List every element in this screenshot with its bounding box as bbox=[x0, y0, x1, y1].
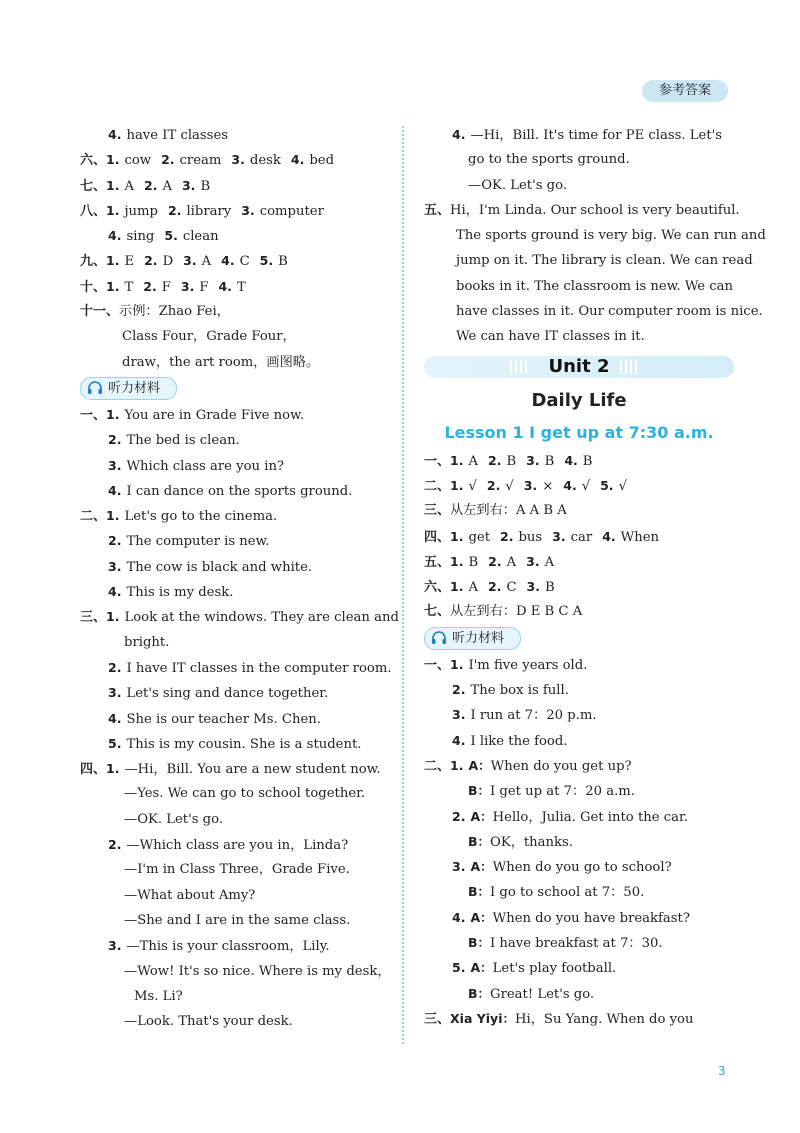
dialog-line: 四、1. —Hi，Bill. You are a new student now. bbox=[80, 761, 381, 778]
transcript-3-item: 3. Let's sing and dance together. bbox=[108, 685, 329, 702]
answer-line: 五、1. B 2. A 3. A bbox=[424, 553, 555, 570]
dialog-line: —Yes. We can go to school together. bbox=[124, 786, 366, 802]
dialog-line: —OK. Let's go. bbox=[468, 177, 568, 193]
section-11-line-3: draw，the art room，画图略。 bbox=[122, 354, 320, 370]
dialog-line: 3. —This is your classroom，Lily. bbox=[108, 938, 330, 955]
answer-line: 三、从左到右：A A B A bbox=[424, 503, 567, 519]
section-7-answers: 七、1. A 2. A 3. B bbox=[80, 177, 211, 194]
dialog-b-line: B：I get up at 7：20 a.m. bbox=[468, 783, 635, 800]
answer-key-badge: 参考答案 bbox=[642, 80, 728, 102]
dialog-a-line: 5. A：Let's play football. bbox=[452, 960, 617, 977]
unit-banner bbox=[424, 356, 734, 378]
transcript-2-item: 二、1. Let's go to the cinema. bbox=[80, 508, 278, 525]
dialog-line: 三、Xia Yiyi：Hi，Su Yang. When do you bbox=[424, 1010, 694, 1027]
transcript-3-item: 5. This is my cousin. She is a student. bbox=[108, 735, 362, 752]
dialog-line: —OK. Let's go. bbox=[124, 811, 224, 827]
transcript-2-item: 4. This is my desk. bbox=[108, 584, 234, 601]
left-column bbox=[80, 122, 399, 1034]
answer-line: 六、1. A 2. C 3. B bbox=[424, 579, 555, 596]
transcript-1-item: 4. I can dance on the sports ground. bbox=[108, 482, 353, 499]
passage-line: The sports ground is very big. We can run and bbox=[456, 228, 766, 244]
dialog-line: —She and I are in the same class. bbox=[124, 912, 351, 928]
dialog-b-line: B：I go to school at 7：50. bbox=[468, 884, 645, 901]
dialog-a-line: 4. A：When do you have breakfast? bbox=[452, 909, 690, 926]
unit-title: Unit 2 bbox=[548, 355, 610, 377]
headphones-icon bbox=[87, 381, 103, 395]
dialog-b-line: B：I have breakfast at 7：30. bbox=[468, 935, 663, 952]
lesson-title: Lesson 1 I get up at 7:30 a.m. bbox=[444, 422, 714, 442]
transcript-item: 2. The box is full. bbox=[452, 682, 569, 699]
transcript-1-item: 2. The bed is clean. bbox=[108, 432, 240, 449]
dialog-line: —Look. That's your desk. bbox=[124, 1014, 293, 1030]
listening-material-tag: 听力材料 bbox=[80, 377, 177, 400]
transcript-3-item: 4. She is our teacher Ms. Chen. bbox=[108, 710, 321, 727]
passage-line: books in it. The classroom is new. We can bbox=[456, 278, 734, 294]
section-8-answers-cont: 4. sing 5. clean bbox=[108, 228, 219, 245]
transcript-item: 一、1. I'm five years old. bbox=[424, 656, 588, 673]
passage-line: 五、Hi，I'm Linda. Our school is very beautiful. bbox=[424, 202, 740, 218]
answer-line: 七、从左到右：D E B C A bbox=[424, 604, 583, 620]
listening-material-tag: 听力材料 bbox=[424, 627, 521, 650]
answer-line: 二、1. √ 2. √ 3. × 4. √ 5. √ bbox=[424, 477, 627, 494]
dialog-line: —What about Amy? bbox=[124, 887, 256, 903]
transcript-3-item-cont: bright. bbox=[124, 634, 170, 650]
transcript-item: 4. I like the food. bbox=[452, 732, 568, 749]
dialog-line: 4. —Hi，Bill. It's time for PE class. Let's bbox=[452, 127, 723, 143]
dialog-line: 2. —Which class are you in，Linda? bbox=[108, 837, 349, 854]
section-10-answers: 十、1. T 2. F 3. F 4. T bbox=[80, 278, 246, 295]
right-column bbox=[424, 122, 766, 1031]
passage-line: have classes in it. Our computer room is nice. bbox=[456, 304, 763, 320]
transcript-3-item: 2. I have IT classes in the computer room. bbox=[108, 659, 392, 676]
transcript-1-item: 3. Which class are you in? bbox=[108, 457, 285, 474]
section-6-answers: 六、1. cow 2. cream 3. desk 4. bed bbox=[80, 152, 335, 169]
headphones-icon bbox=[431, 631, 447, 645]
section-9-answers: 九、1. E 2. D 3. A 4. C 5. B bbox=[80, 253, 288, 270]
transcript-2-item: 2. The computer is new. bbox=[108, 533, 270, 550]
dialog-a-line: 2. A：Hello，Julia. Get into the car. bbox=[452, 808, 689, 825]
passage-line: jump on it. The library is clean. We can read bbox=[456, 253, 753, 269]
dialog-line: —I'm in Class Three，Grade Five. bbox=[124, 862, 350, 878]
transcript-2-item: 3. The cow is black and white. bbox=[108, 558, 313, 575]
answer-line: 一、1. A 2. B 3. B 4. B bbox=[424, 452, 593, 469]
section-11-answer: 十一、示例：Zhao Fei， bbox=[80, 304, 230, 320]
dialog-a-line: 二、1. A：When do you get up? bbox=[424, 757, 632, 774]
column-divider bbox=[402, 126, 404, 1044]
section-11-line-2: Class Four，Grade Four， bbox=[122, 329, 296, 345]
transcript-3-item: 三、1. Look at the windows. They are clean and bbox=[80, 609, 399, 626]
dialog-b-line: B：OK，thanks. bbox=[468, 833, 573, 850]
dialog-line: Ms. Li? bbox=[134, 988, 183, 1004]
answer-line: 4. have IT classes bbox=[108, 127, 229, 143]
page-number: 3 bbox=[718, 1064, 726, 1078]
dialog-line: go to the sports ground. bbox=[468, 152, 630, 168]
answer-line: 四、1. get 2. bus 3. car 4. When bbox=[424, 528, 659, 545]
unit-subtitle: Daily Life bbox=[531, 389, 627, 411]
dialog-a-line: 3. A：When do you go to school? bbox=[452, 859, 672, 876]
dialog-line: —Wow! It's so nice. Where is my desk， bbox=[124, 963, 391, 979]
dialog-b-line: B：Great! Let's go. bbox=[468, 985, 595, 1002]
passage-line: We can have IT classes in it. bbox=[456, 329, 645, 345]
transcript-item: 3. I run at 7：20 p.m. bbox=[452, 707, 597, 724]
section-8-answers: 八、1. jump 2. library 3. computer bbox=[80, 202, 324, 219]
transcript-1-item: 一、1. You are in Grade Five now. bbox=[80, 406, 305, 423]
